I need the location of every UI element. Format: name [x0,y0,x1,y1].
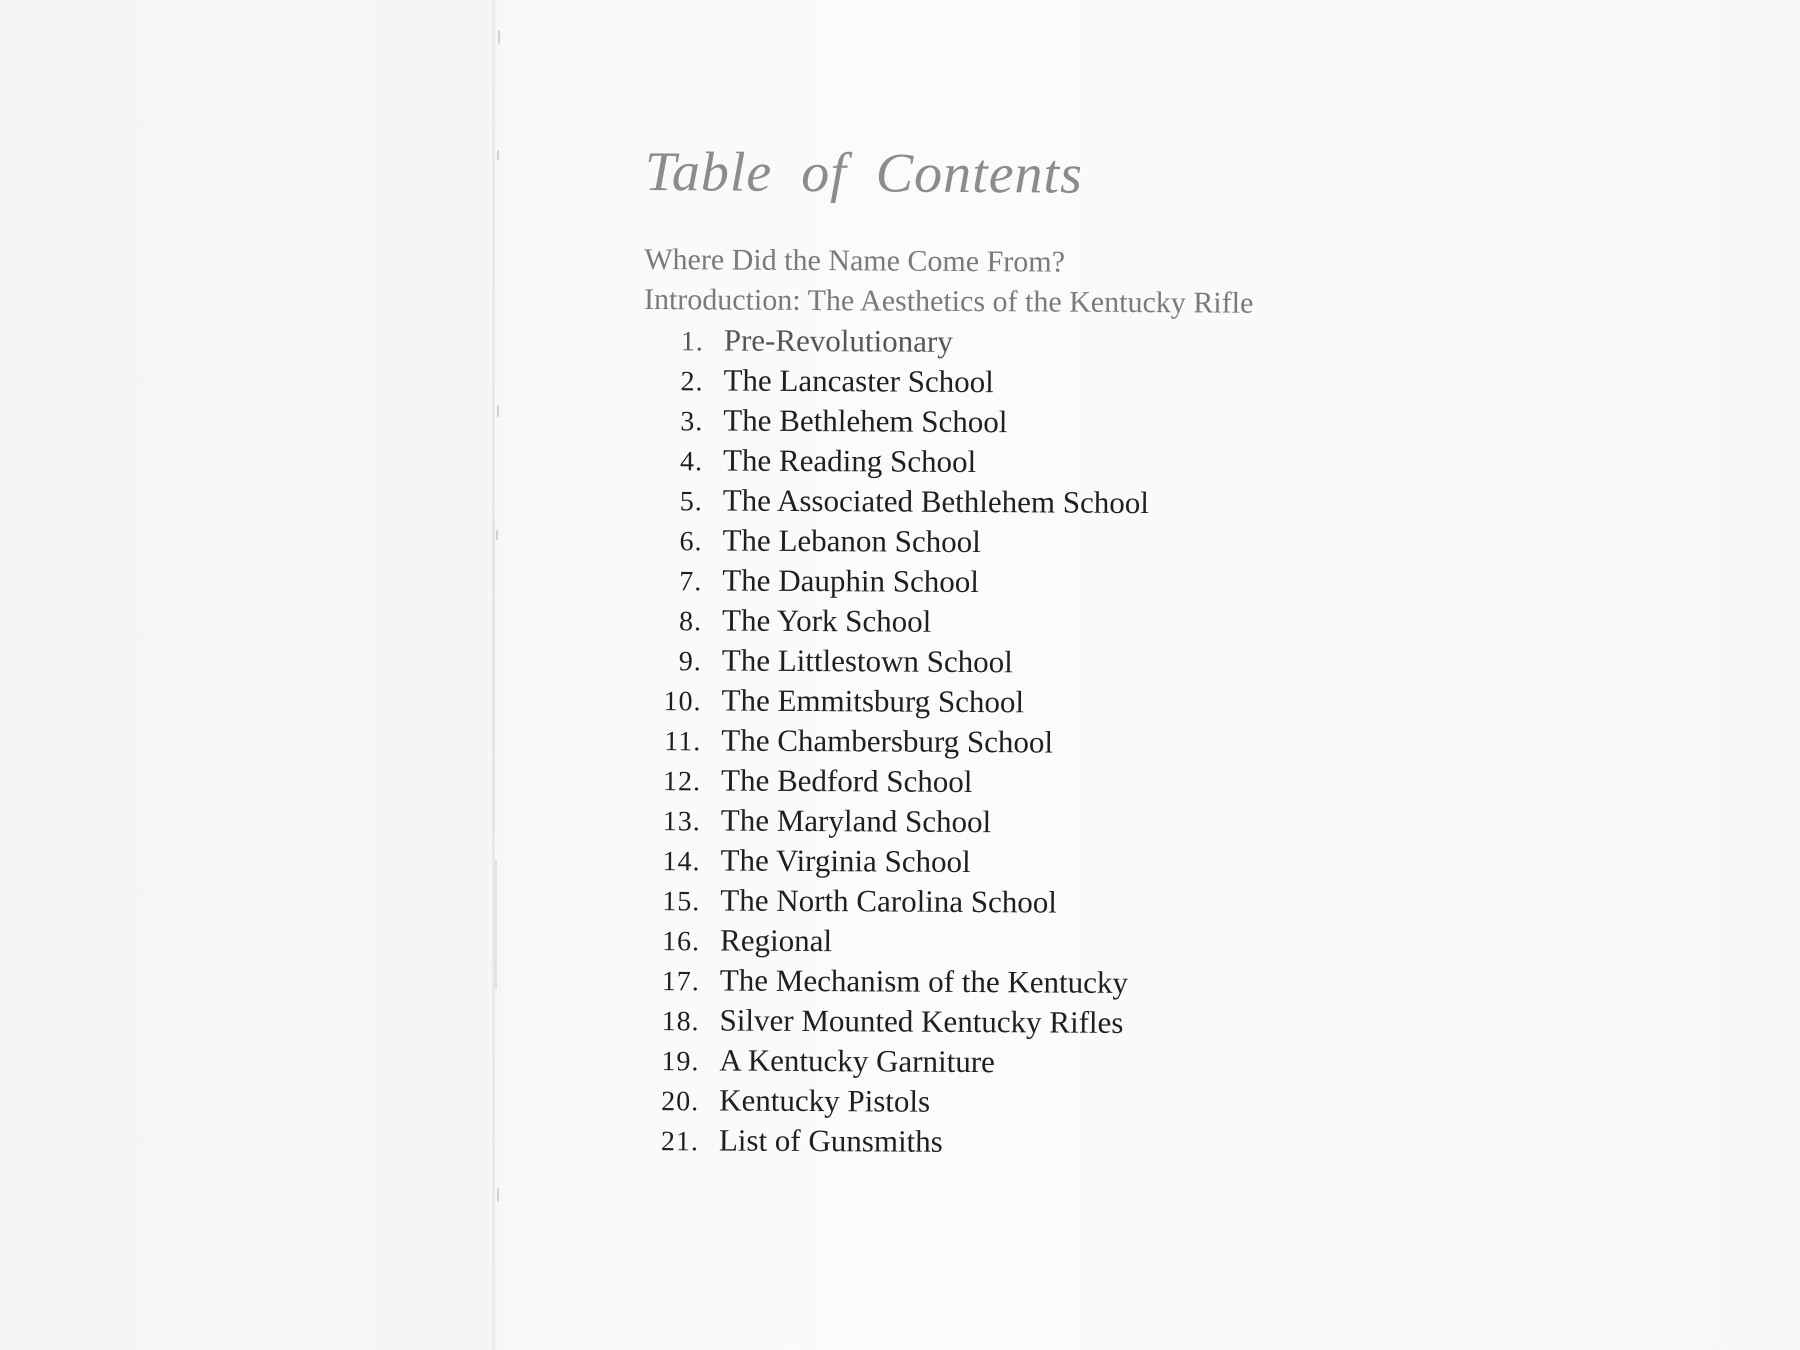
chapter-entry [641,800,1541,845]
chapter-number: 20. [661,1086,700,1118]
chapter-entry [639,1040,1539,1085]
chapter-entry [643,360,1543,405]
book-gutter [492,0,495,1350]
chapter-number: 10. [663,686,702,718]
chapter-number: 14. [662,846,701,878]
chapter-title: The Dauphin School [722,562,979,600]
chapter-number: 3. [680,406,704,438]
chapter-entry [644,320,1544,365]
chapter-entry [640,920,1540,965]
chapter-number: 19. [661,1046,700,1078]
chapter-number: 5. [679,486,703,518]
front-matter-item: Where Did the Name Come From? [644,242,1066,279]
chapter-title: The North Carolina School [720,882,1058,920]
chapter-title: The Mechanism of the Kentucky [719,962,1129,1000]
chapter-entry [640,960,1540,1005]
chapter-entry [641,680,1541,725]
table-of-contents [639,140,1545,1165]
chapter-entry [642,640,1542,685]
chapter-number: 15. [662,886,701,918]
chapter-title: The Lancaster School [723,362,994,400]
chapter-entry [643,440,1543,485]
chapter-entry [640,1000,1540,1045]
binding-stitch [497,405,499,417]
chapter-entry [641,720,1541,765]
chapter-title: The Maryland School [720,802,992,840]
chapter-number: 1. [680,326,704,358]
chapter-entry [641,760,1541,805]
binding-stitch [496,530,498,540]
chapter-title: The Reading School [722,442,977,480]
chapter-entry [642,520,1542,565]
front-matter-item: Introduction: The Aesthetics of the Kentucky Rifle [643,282,1254,320]
chapter-number: 2. [680,366,704,398]
toc-heading: Table of Contents [644,140,1084,206]
chapter-title: List of Gunsmiths [718,1122,943,1159]
chapter-title: The Lebanon School [722,522,981,560]
chapter-title: The York School [721,602,932,639]
binding-stitch [497,150,499,160]
chapter-number: 16. [662,926,701,958]
chapter-number: 17. [661,966,700,998]
binding-stitch [495,860,497,990]
chapter-title: Kentucky Pistols [719,1082,931,1119]
binding-stitch [497,1188,499,1202]
chapter-number: 12. [662,766,702,798]
chapter-title: The Bethlehem School [723,402,1008,440]
binding-stitch [498,30,500,44]
chapter-title: The Associated Bethlehem School [722,482,1150,521]
chapter-title: The Virginia School [720,842,971,880]
chapter-number: 11. [664,726,702,758]
chapter-entry [640,840,1540,885]
chapter-entry [643,480,1543,525]
chapter-entry [639,1120,1539,1165]
chapter-number: 13. [662,806,701,838]
chapter-title: Pre-Revolutionary [723,322,953,359]
chapter-title: The Emmitsburg School [721,682,1025,720]
chapter-number: 8. [678,606,703,638]
chapter-entry [640,880,1540,925]
chapter-list [639,320,1544,1165]
chapter-entry [639,1080,1539,1125]
chapter-number: 7. [679,566,703,598]
chapter-title: Regional [720,922,833,959]
chapter-number: 21. [660,1126,699,1158]
chapter-number: 9. [678,646,702,678]
chapter-entry [642,560,1542,605]
chapter-number: 6. [679,526,703,558]
chapter-entry [643,400,1543,445]
chapter-entry [642,600,1542,645]
chapter-number: 18. [661,1006,700,1038]
chapter-title: The Littlestown School [721,642,1013,680]
chapter-number: 4. [679,446,704,478]
chapter-title: The Bedford School [720,762,973,800]
chapter-title: The Chambersburg School [721,722,1054,760]
chapter-title: A Kentucky Garniture [719,1042,995,1080]
chapter-title: Silver Mounted Kentucky Rifles [719,1002,1124,1040]
